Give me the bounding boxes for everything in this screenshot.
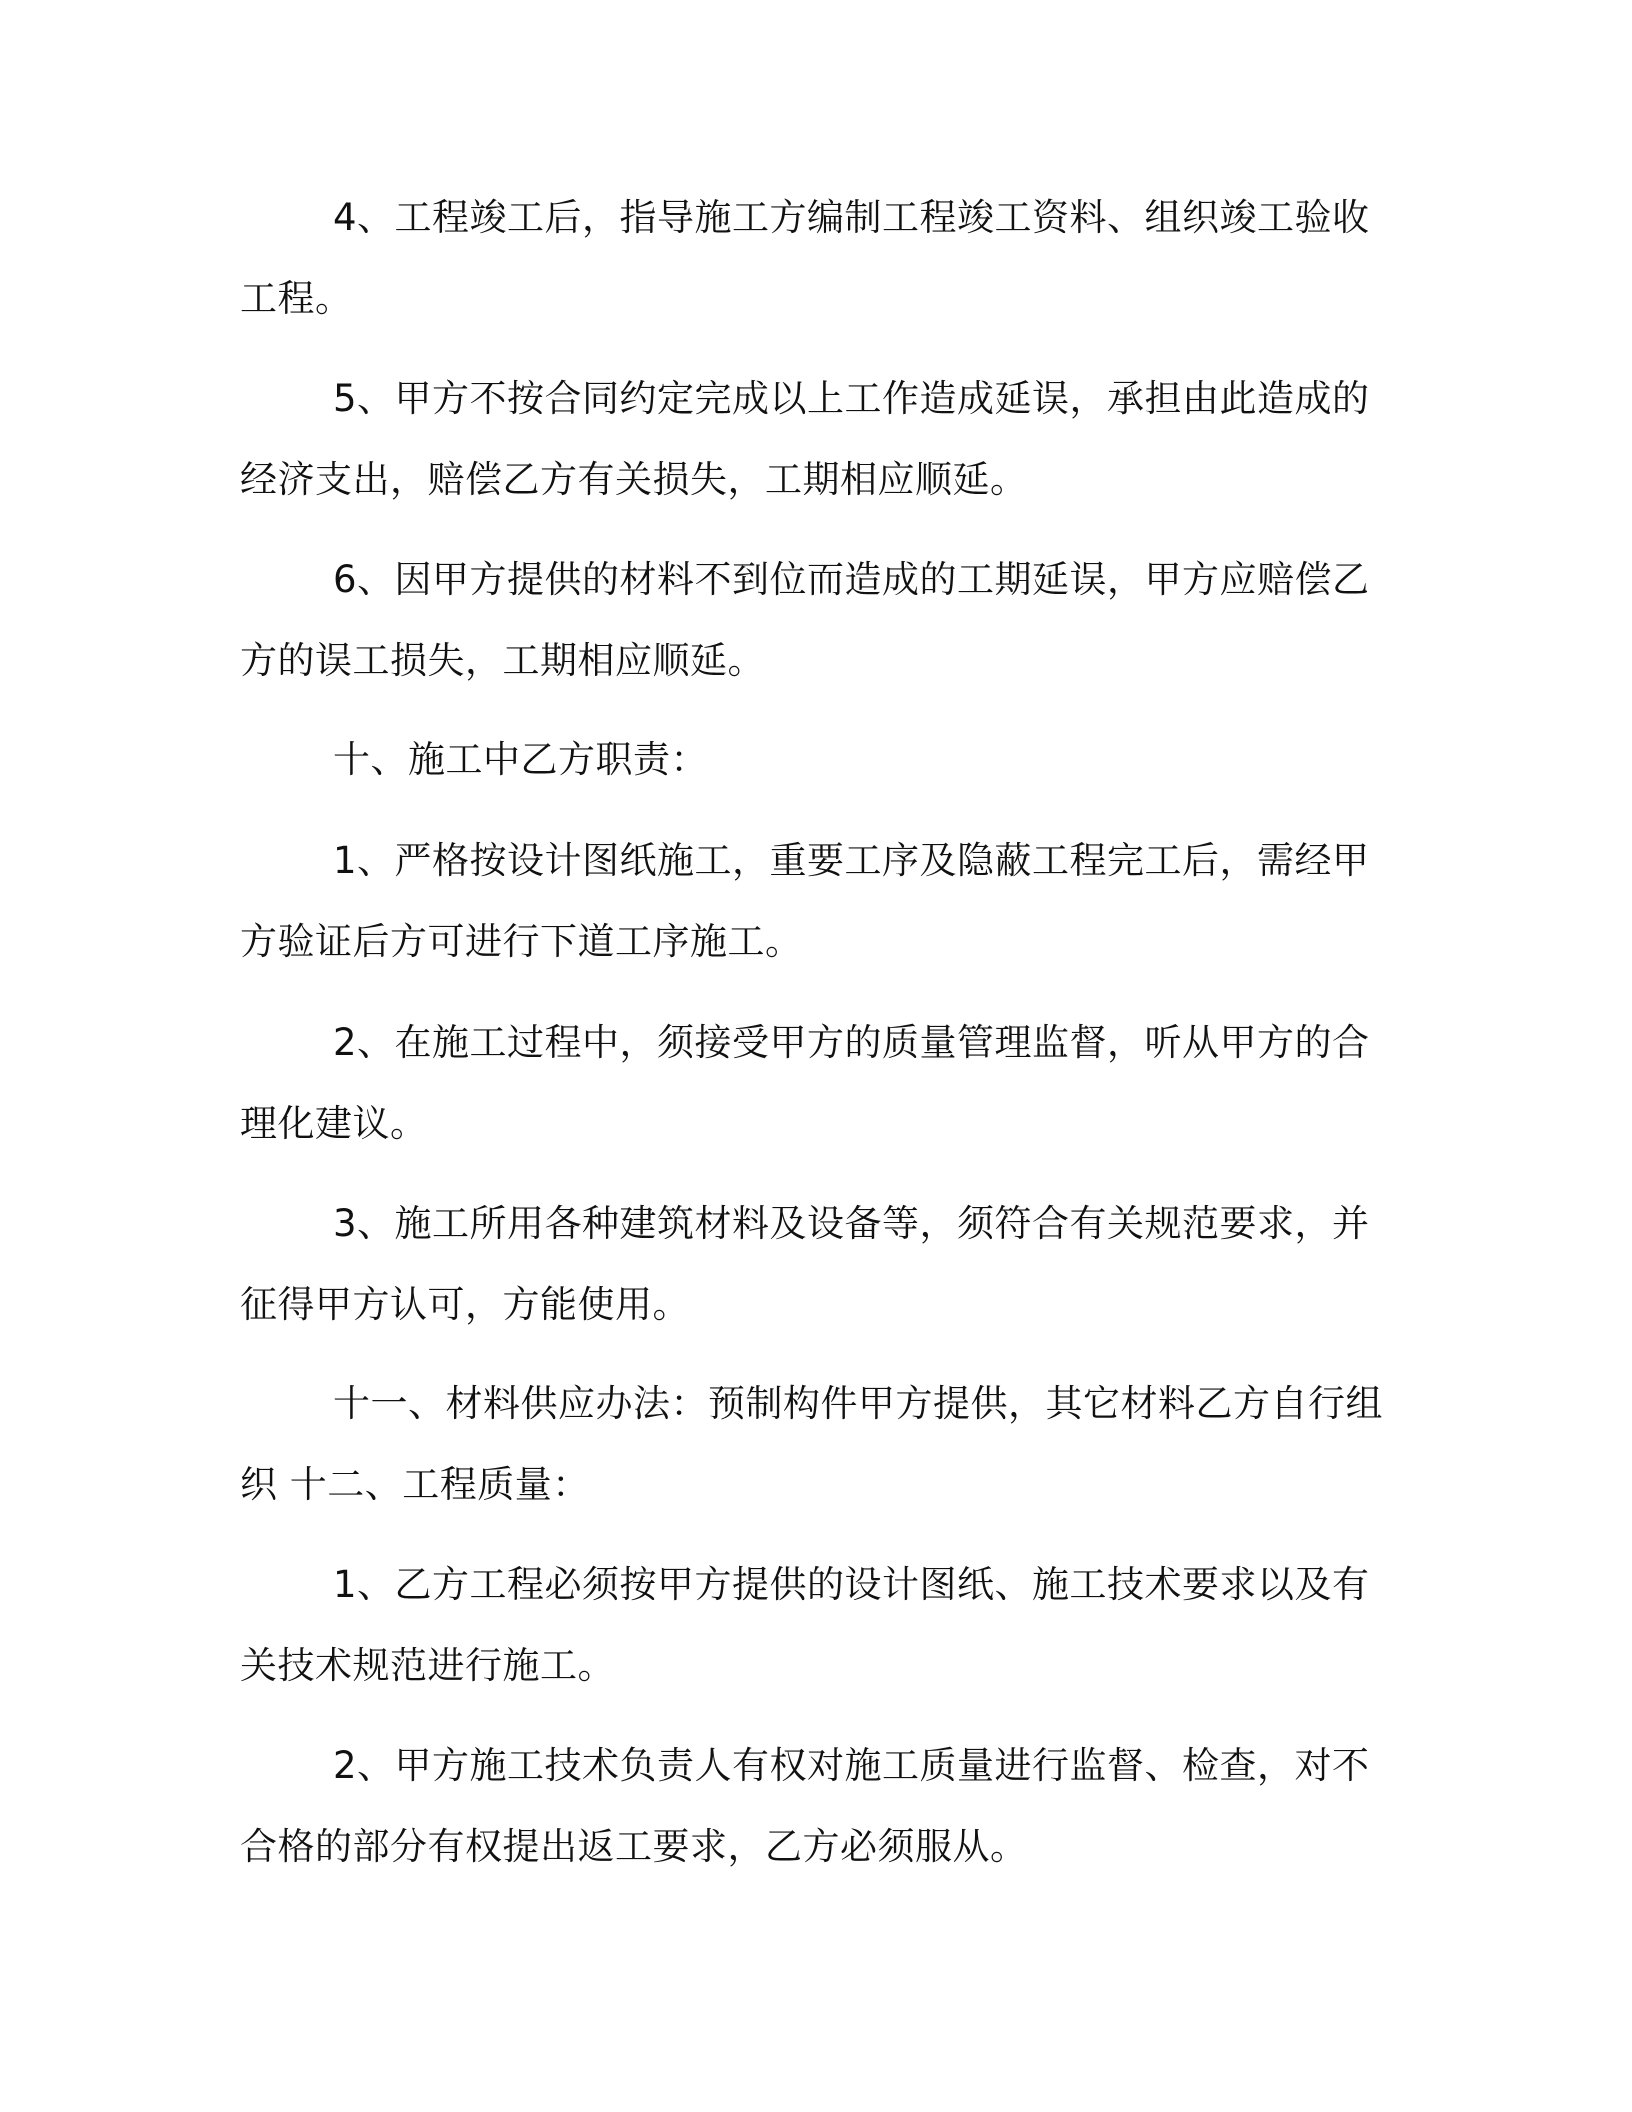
paragraph-line: 2、在施工过程中，须接受甲方的质量管理监督，听从甲方的合 (333, 1021, 1370, 1064)
paragraph-line: 2、甲方施工技术负责人有权对施工质量进行监督、检查，对不 (333, 1744, 1370, 1787)
paragraph-line: 织 十二、工程质量： (240, 1463, 590, 1506)
paragraph-12-2-inspection (240, 1725, 1370, 1887)
paragraph-4-completion (240, 177, 1370, 339)
paragraph-line: 5、甲方不按合同约定完成以上工作造成延误，承担由此造成的 (333, 377, 1370, 420)
paragraph-line: 6、因甲方提供的材料不到位而造成的工期延误，甲方应赔偿乙 (333, 558, 1370, 601)
paragraph-10-3-materials (240, 1183, 1370, 1345)
paragraph-line: 方的误工损失，工期相应顺延。 (240, 639, 765, 682)
paragraph-line: 1、严格按设计图纸施工，重要工序及隐蔽工程完工后，需经甲 (333, 839, 1370, 882)
paragraph-10-2-supervision (240, 1002, 1370, 1164)
paragraph-line: 关技术规范进行施工。 (240, 1644, 615, 1687)
paragraph-line: 工程。 (240, 277, 353, 320)
paragraph-12-1-construction (240, 1544, 1370, 1706)
paragraph-line: 征得甲方认可，方能使用。 (240, 1283, 690, 1326)
section-heading-ten (240, 719, 1370, 800)
paragraph-line: 方验证后方可进行下道工序施工。 (240, 920, 803, 963)
paragraph-5-delay-liability (240, 358, 1370, 520)
paragraph-6-material-delay (240, 539, 1370, 701)
paragraph-line: 1、乙方工程必须按甲方提供的设计图纸、施工技术要求以及有 (333, 1563, 1370, 1606)
paragraph-line: 4、工程竣工后，指导施工方编制工程竣工资料、组织竣工验收 (333, 196, 1370, 239)
section-heading: 十、施工中乙方职责： (333, 738, 708, 781)
paragraph-line: 理化建议。 (240, 1102, 428, 1145)
paragraph-11-12-supply-quality (240, 1363, 1383, 1525)
paragraph-10-1-drawings (240, 820, 1370, 982)
paragraph-line: 3、施工所用各种建筑材料及设备等，须符合有关规范要求，并 (333, 1202, 1370, 1245)
paragraph-line: 合格的部分有权提出返工要求，乙方必须服从。 (240, 1825, 1028, 1868)
paragraph-line: 十一、材料供应办法：预制构件甲方提供，其它材料乙方自行组 (333, 1382, 1383, 1425)
paragraph-line: 经济支出，赔偿乙方有关损失，工期相应顺延。 (240, 458, 1028, 501)
